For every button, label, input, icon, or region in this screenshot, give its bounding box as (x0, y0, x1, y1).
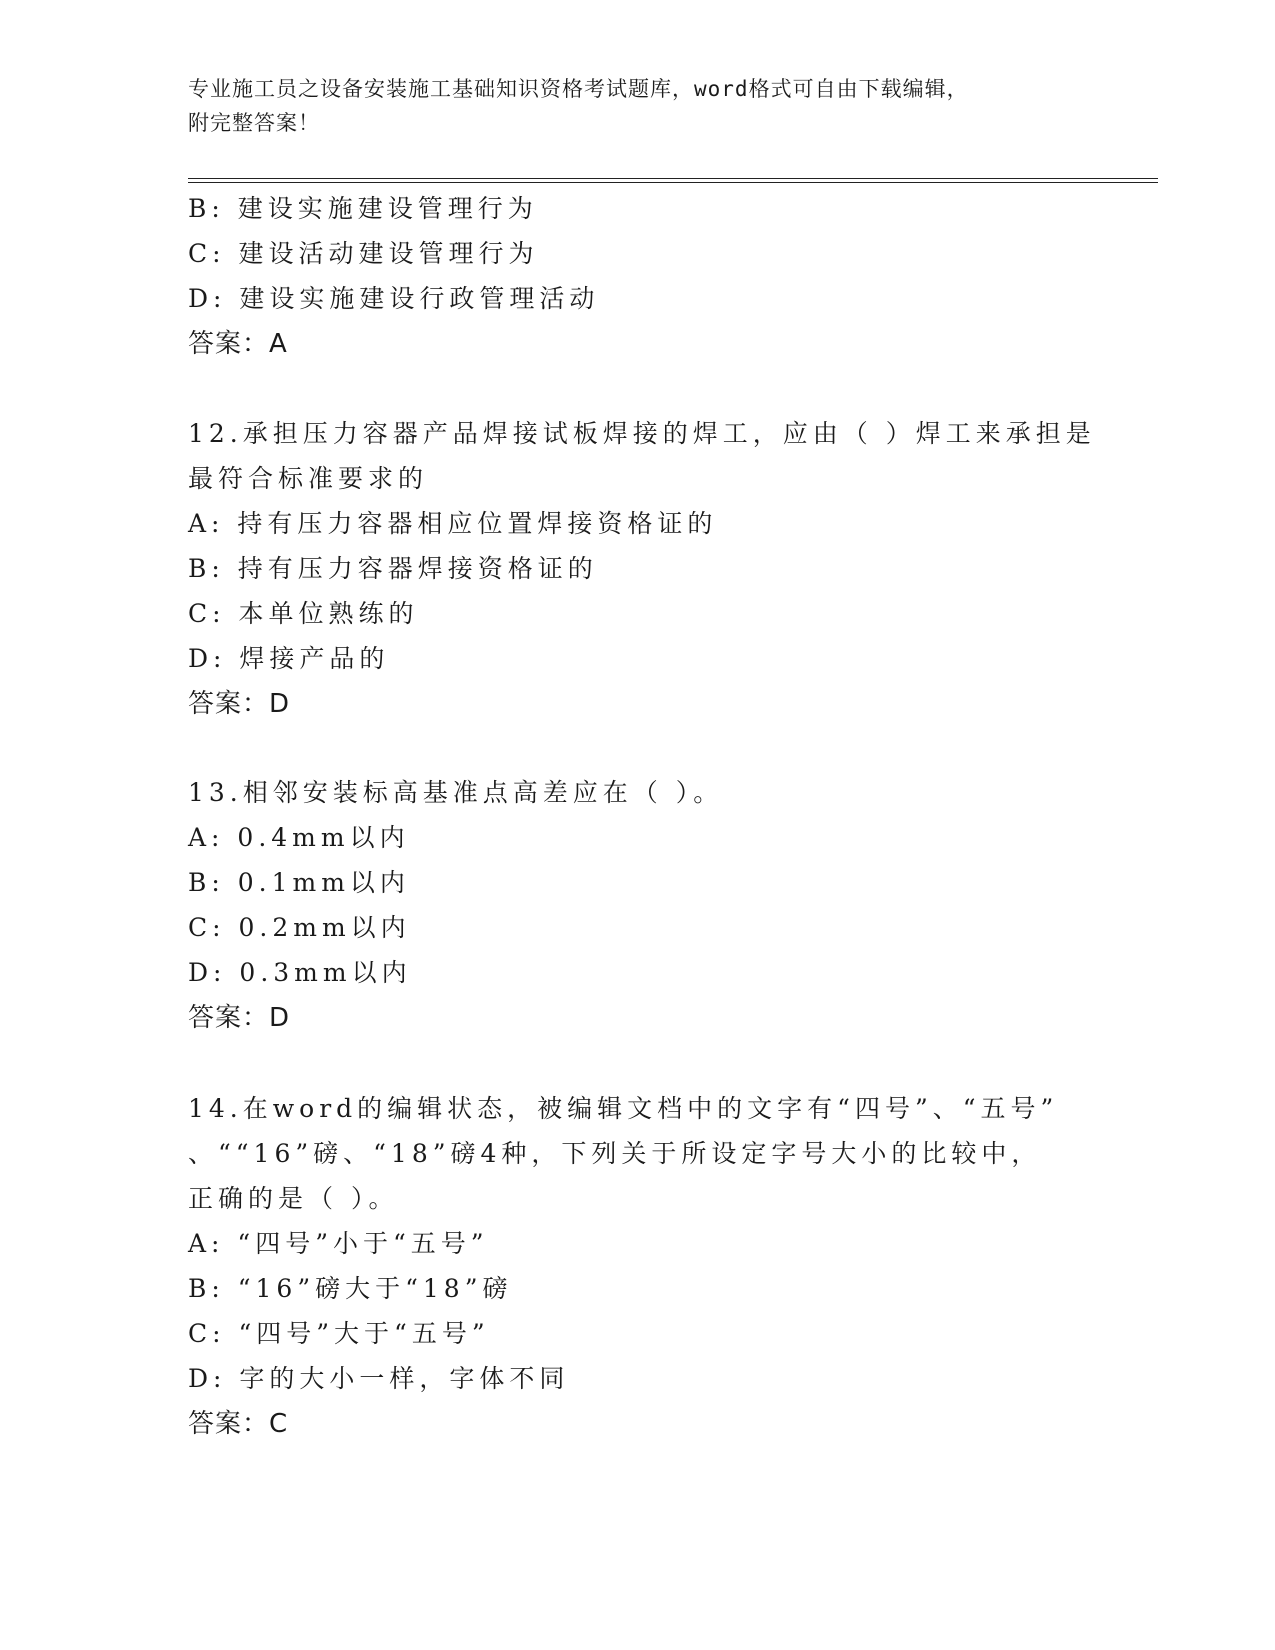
header-text-line-1: 专业施工员之设备安装施工基础知识资格考试题库，word格式可自由下载编辑， (188, 77, 969, 101)
header-double-rule (188, 178, 1158, 183)
q14-stem-line-1: 14.在word的编辑状态，被编辑文档中的文字有“四号”、“五号” (188, 1094, 1059, 1123)
q13-option-b: B: 0.1mm以内 (188, 868, 410, 897)
q13-stem-line-1: 13.相邻安装标高基准点高差应在（ ）。 (188, 778, 724, 807)
q14-answer: 答案：C (188, 1409, 289, 1439)
q12-option-d: D: 焊接产品的 (188, 644, 390, 673)
header-text-line-2: 附完整答案！ (188, 111, 320, 135)
q12-option-b: B: 持有压力容器焊接资格证的 (188, 554, 598, 583)
q14-option-c: C: “四号”大于“五号” (188, 1319, 490, 1348)
q11-option-d: D: 建设实施建设行政管理活动 (188, 284, 600, 313)
q12-option-a: A: 持有压力容器相应位置焊接资格证的 (188, 509, 718, 538)
q13-option-d: D: 0.3mm以内 (188, 958, 412, 987)
q13-option-c: C: 0.2mm以内 (188, 913, 411, 942)
q12-stem-line-1: 12.承担压力容器产品焊接试板焊接的焊工，应由（ ）焊工来承担是 (188, 419, 1096, 448)
q13-answer: 答案：D (188, 1003, 291, 1033)
page-header (188, 72, 1088, 140)
q13-option-a: A: 0.4mm以内 (188, 823, 410, 852)
q12-answer: 答案：D (188, 689, 291, 719)
q14-stem-line-3: 正确的是（ ）。 (188, 1184, 399, 1213)
q11-option-c: C: 建设活动建设管理行为 (188, 239, 539, 268)
q11-answer: 答案：A (188, 329, 288, 359)
q14-stem-line-2: 、““16”磅、“18”磅4种，下列关于所设定字号大小的比较中， (188, 1139, 1042, 1168)
q14-option-d: D: 字的大小一样，字体不同 (188, 1364, 570, 1393)
q12-option-c: C: 本单位熟练的 (188, 599, 419, 628)
q11-option-b: B: 建设实施建设管理行为 (188, 194, 538, 223)
q12-stem-line-2: 最符合标准要求的 (188, 464, 429, 493)
q14-option-a: A: “四号”小于“五号” (188, 1229, 489, 1258)
q14-option-b: B: “16”磅大于“18”磅 (188, 1274, 513, 1303)
